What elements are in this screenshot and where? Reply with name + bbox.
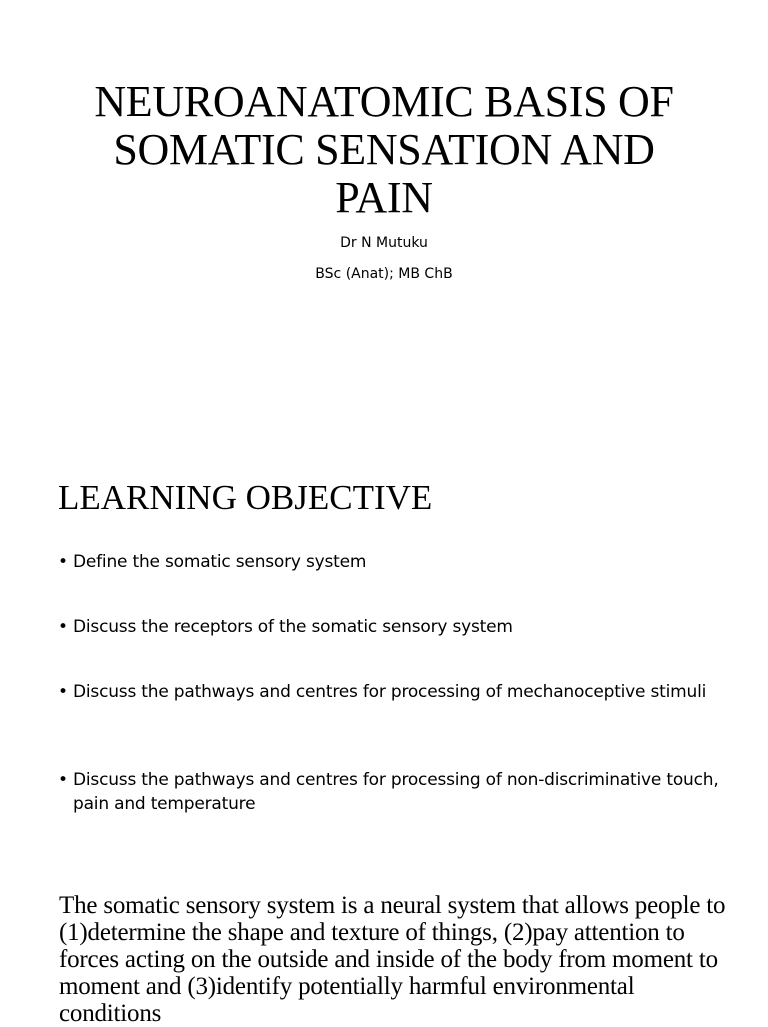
definition-paragraph: The somatic sensory system is a neural system that allows people to (1)determine the shape and texture of things, (2)pay attention to forces acting on the outside and inside of the body from moment to moment and (3)identify potentially harmful environmental conditions	[59, 892, 726, 1027]
objective-text: Discuss the receptors of the somatic sensory system	[73, 617, 513, 637]
list-item	[58, 550, 733, 574]
objectives-slide	[0, 420, 768, 870]
bullet-icon: •	[58, 552, 68, 572]
objective-text: Discuss the pathways and centres for processing of non-discriminative touch, pain and temperature	[73, 770, 719, 814]
bullet-icon: •	[58, 682, 68, 702]
presentation-title: NEUROANATOMIC BASIS OF SOMATIC SENSATION AND PAIN	[94, 77, 674, 222]
objective-text: Discuss the pathways and centres for processing of mechanoceptive stimuli	[73, 682, 707, 702]
list-item	[58, 680, 733, 704]
list-item	[58, 615, 733, 639]
author-block	[0, 228, 768, 290]
author-name: Dr N Mutuku	[340, 235, 428, 251]
bullet-icon: •	[58, 770, 68, 790]
definition-slide	[0, 870, 768, 1027]
objective-text: Define the somatic sensory system	[73, 552, 367, 572]
author-credentials: BSc (Anat); MB ChB	[315, 266, 453, 282]
bullet-icon: •	[58, 617, 68, 637]
objectives-heading: LEARNING OBJECTIVE	[58, 478, 433, 517]
title-slide	[0, 0, 768, 420]
list-item	[58, 768, 733, 816]
